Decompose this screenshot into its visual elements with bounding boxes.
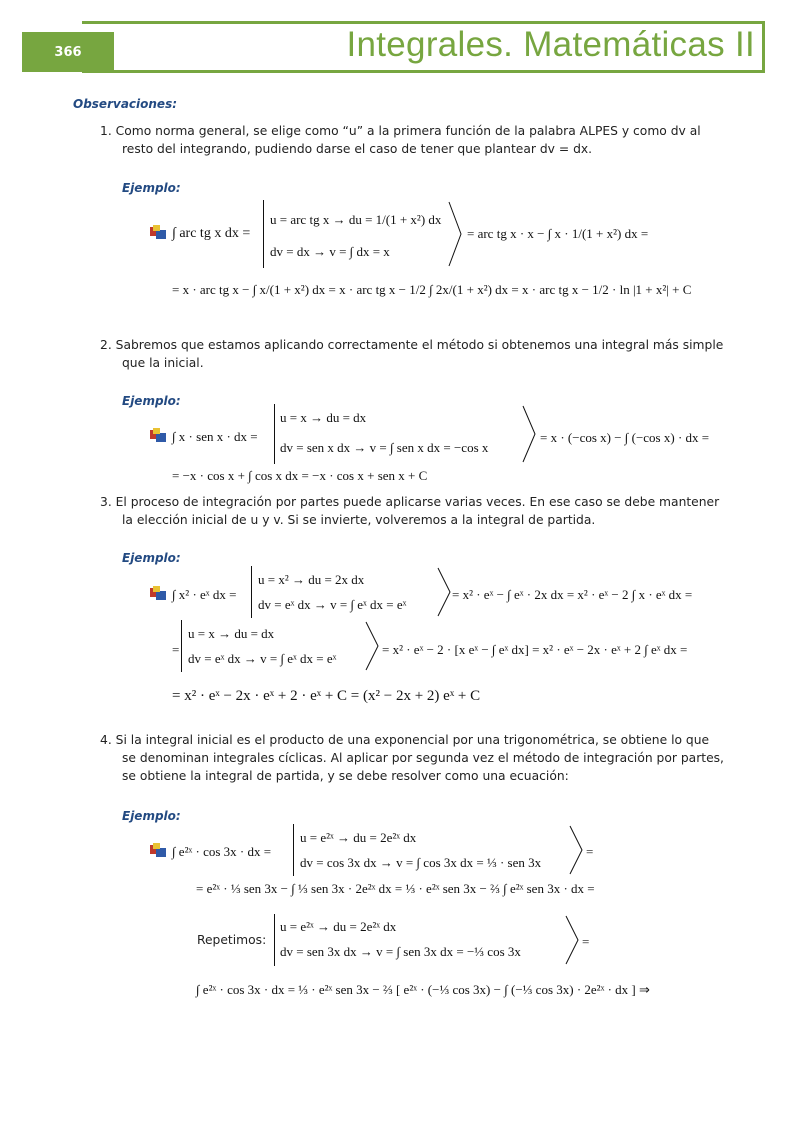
item-2 [100,336,760,372]
ex4-rhs2: = [582,934,590,949]
ejemplo-2-label: Ejemplo: [122,394,181,408]
ex3-line3: = x² · eˣ − 2x · eˣ + 2 · eˣ + C = (x² − 2x + 2) eˣ + C [172,688,481,704]
ejemplo-4-label: Ejemplo: [122,809,181,823]
ex4-rhs1: = [586,844,594,859]
observaciones-heading: Observaciones: [73,97,178,111]
ex1-dv-line: dv = dx → v = ∫ dx = x [270,244,390,259]
ex1-left-bar [263,200,264,268]
ex1-u-line: u = arc tg x → du = 1/(1 + x²) dx [270,212,442,227]
ex2-rhs1: = x · (−cos x) − ∫ (−cos x) · dx = [540,430,710,445]
item-3-line2: la elección inicial de u y v. Si se invierte, volveremos a la integral de partida. [122,513,596,527]
ex4-line2: = e²ˣ · ⅓ sen 3x − ∫ ⅓ sen 3x · 2e²ˣ dx = ⅓ · e²ˣ sen 3x − ⅔ ∫ e²ˣ sen 3x · dx = [196,881,595,896]
ex1-lhs: ∫ arc tg x dx = [172,226,251,241]
ejemplo-1-label: Ejemplo: [122,181,181,195]
item-4-line1: 4. Si la integral inicial es el producto de una exponencial por una trigonométrica, se obtiene lo que [100,733,710,747]
item-3 [100,493,760,529]
ex2-dv-line: dv = sen x dx → v = ∫ sen x dx = −cos x [280,440,489,455]
ex2-angle-bracket [521,404,537,464]
item-4-line2: se denominan integrales cíclicas. Al aplicar por segunda vez el método de integración por partes, [122,751,724,765]
ex3-dv-line: dv = eˣ dx → v = ∫ eˣ dx = eˣ [258,597,407,612]
bullet-icon [150,843,166,857]
ex3-rhs2: = x² · eˣ − 2 · [x eˣ − ∫ eˣ dx] = x² · eˣ − 2x · eˣ + 2 ∫ eˣ dx = [382,642,688,657]
item-2-line1: 2. Sabremos que estamos aplicando correctamente el método si obtenemos una integral más simple [100,338,724,352]
ex2-lhs: ∫ x · sen x · dx = [172,429,258,444]
item-1-line2: resto del integrando, pudiendo darse el caso de tener que plantear dv = dx. [122,142,593,156]
ex2-u-line: u = x → du = dx [280,410,367,425]
ex1-angle-bracket [447,200,463,268]
bullet-icon [150,225,166,239]
item-1-line1: 1. Como norma general, se elige como “u” a la primera función de la palabra ALPES y como dv al [100,124,701,138]
ex3-lhs2: = [172,642,180,657]
ex2-line2: = −x · cos x + ∫ cos x dx = −x · cos x + sen x + C [172,468,428,483]
page-title: Integrales. Matemáticas II [346,25,755,64]
ex4-lhs: ∫ e²ˣ · cos 3x · dx = [172,844,272,859]
ex3-angle-bracket-2 [364,620,380,672]
ex4-angle-bracket [568,824,584,876]
ex3-lhs: ∫ x² · eˣ dx = [172,587,237,602]
ejemplo-3-label: Ejemplo: [122,551,181,565]
ex3-u2-line: u = x → du = dx [188,626,275,641]
repetimos-label: Repetimos: [197,933,267,947]
ex4-u2-line: u = e²ˣ → du = 2e²ˣ dx [280,919,397,934]
ex3-dv2-line: dv = eˣ dx → v = ∫ eˣ dx = eˣ [188,651,337,666]
bullet-icon [150,586,166,600]
page-number: 366 [22,32,114,72]
ex2-left-bar [274,404,275,464]
ex4-dv2-line: dv = sen 3x dx → v = ∫ sen 3x dx = −⅓ cos 3x [280,944,521,959]
ex3-left-bar-2 [181,620,182,672]
ex1-rhs1: = arc tg x · x − ∫ x · 1/(1 + x²) dx = [467,226,649,241]
ex4-left-bar-2 [274,914,275,966]
ex3-angle-bracket [436,566,452,618]
ex4-left-bar [293,824,294,876]
ex4-line3: ∫ e²ˣ · cos 3x · dx = ⅓ · e²ˣ sen 3x − ⅔ [ e²ˣ · (−⅓ cos 3x) − ∫ (−⅓ cos 3x) · 2e²ˣ · dx ] ⇒ [196,982,650,997]
ex1-line2: = x · arc tg x − ∫ x/(1 + x²) dx = x · arc tg x − 1/2 ∫ 2x/(1 + x²) dx = x · arc tg x − 1/2 · ln |1 + x²| + C [172,282,692,297]
bullet-icon [150,428,166,442]
ex3-left-bar [251,566,252,618]
item-1 [100,122,760,158]
ex4-angle-bracket-2 [564,914,580,966]
ex3-u-line: u = x² → du = 2x dx [258,572,365,587]
item-3-line1: 3. El proceso de integración por partes puede aplicarse varias veces. En ese caso se debe mantener [100,495,720,509]
item-2-line2: que la inicial. [122,356,204,370]
ex4-dv-line: dv = cos 3x dx → v = ∫ cos 3x dx = ⅓ · sen 3x [300,855,542,870]
ex3-rhs1: = x² · eˣ − ∫ eˣ · 2x dx = x² · eˣ − 2 ∫ x · eˣ dx = [452,587,693,602]
ex4-u-line: u = e²ˣ → du = 2e²ˣ dx [300,830,417,845]
item-4 [100,731,760,785]
item-4-line3: se obtiene la integral de partida, y se debe resolver como una ecuación: [122,769,569,783]
